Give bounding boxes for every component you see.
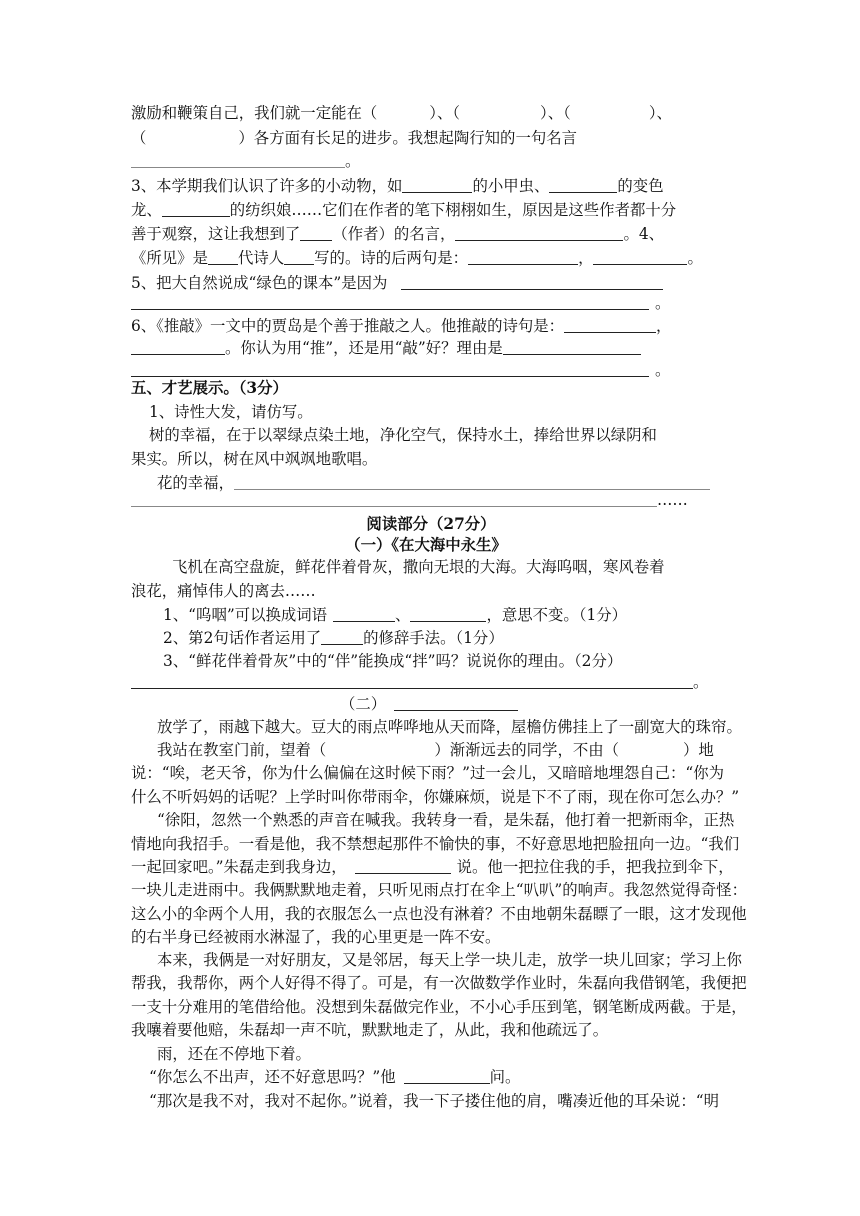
answer-blank[interactable] — [593, 250, 687, 265]
text: 的变色 — [617, 177, 664, 195]
q6-line-1 — [131, 316, 731, 336]
story-line — [149, 1067, 749, 1087]
text: 代诗人 — [237, 249, 285, 267]
q3-line-3 — [131, 224, 731, 244]
answer-blank[interactable] — [404, 1069, 490, 1084]
story-line: 什么不听妈妈的话呢？上学时叫你带雨伞，你嫌麻烦，说是下不了雨，现在你可怎么办？” — [131, 788, 740, 806]
text: ）、 — [648, 104, 672, 122]
answer-blank[interactable] — [131, 362, 649, 377]
answer-blank[interactable] — [321, 630, 363, 645]
q2-line-1 — [131, 103, 731, 123]
text: 的纺织娘……它们在作者的笔下栩栩如生，原因是这些作者都十分 — [229, 201, 677, 219]
text: 龙、 — [131, 201, 162, 219]
title-blank[interactable] — [394, 696, 518, 711]
text: 我站在教室门前，望着（ — [157, 741, 327, 759]
text: 花的幸福， — [157, 474, 234, 492]
answer-blank[interactable] — [468, 250, 578, 265]
q4-line — [131, 248, 731, 268]
q2-line-2 — [131, 128, 731, 148]
text: ）地 — [683, 741, 714, 759]
text: （作者）的名言， — [332, 225, 456, 243]
answer-blank[interactable] — [300, 226, 332, 241]
q3-line-1 — [131, 176, 731, 196]
story-line — [157, 740, 757, 760]
text: 激励和鞭策自己，我们就一定能在（ — [131, 104, 378, 122]
answer-blank[interactable] — [503, 340, 641, 355]
answer-blank[interactable] — [333, 607, 395, 622]
reading-subtitle-1: （一）《在大海中永生》 — [345, 536, 507, 554]
text: ）、（ — [429, 104, 461, 122]
reading-subtitle-2 — [340, 694, 860, 714]
answer-blank[interactable] — [549, 178, 617, 193]
answer-blank[interactable] — [131, 674, 693, 689]
text: 、 — [395, 606, 411, 624]
text: 。 — [345, 152, 361, 170]
story-line: 这么小的伞两个人用，我的衣服怎么一点也没有淋着？不由地朝朱磊瞟了一眼，这才发现他 — [131, 905, 747, 923]
text: ）、（ — [540, 104, 571, 122]
q2-line-3 — [131, 151, 731, 171]
text: 2、第2句话作者运用了 — [163, 629, 322, 647]
q5-line-1 — [131, 273, 731, 293]
s5-paragraph: 果实。所以，树在风中飒飒地歌唱。 — [131, 450, 378, 468]
text: 说。他一把拉住我的手，把我拉到伞下， — [456, 858, 734, 876]
text: 3、本学期我们认识了许多的小动物，如 — [131, 177, 403, 195]
answer-blank[interactable] — [131, 153, 345, 168]
q6-line-2 — [131, 338, 731, 358]
text: 。 — [693, 673, 709, 691]
story-line: 我嚷着要他赔，朱磊却一声不吭，默默地走了，从此，我和他疏远了。 — [131, 1021, 609, 1039]
text: （二） — [340, 695, 387, 713]
reading-q3: 3、“鲜花伴着骨灰”中的“伴”能换成“拌”吗？说说你的理由。（2分） — [163, 652, 623, 670]
text: 的修辞手法。（1分） — [363, 629, 504, 647]
answer-blank[interactable] — [284, 250, 314, 265]
reading-q2 — [163, 628, 763, 648]
answer-blank[interactable] — [162, 202, 230, 217]
answer-blank[interactable] — [355, 859, 451, 874]
q3-line-2 — [131, 200, 731, 220]
text: 。 — [655, 294, 671, 312]
q5-line-2 — [131, 293, 731, 313]
story-line: 本来，我俩是一对好朋友，又是邻居，每天上学一块儿走，放学一块儿回家；学习上你 — [157, 951, 742, 969]
reading-q1 — [163, 605, 763, 625]
story-line: 一块儿走进雨中。我俩默默地走着，只听见雨点打在伞上“叭叭”的响声。我忽然觉得奇怪： — [131, 881, 747, 899]
text: 的小甲虫、 — [472, 177, 550, 195]
story-line: 的右半身已经被雨水淋湿了，我的心里更是一阵不安。 — [131, 928, 501, 946]
answer-blank[interactable] — [131, 295, 649, 310]
answer-blank[interactable] — [234, 475, 710, 490]
story-line: 一支十分难用的笔借给他。没想到朱磊做完作业，不小心手压到笔，钢笔断成两截。于是， — [131, 998, 747, 1016]
story-line: 帮我，我帮你，两个人好得不得了。可是，有一次做数学作业时，朱磊向我借钢笔，我便把 — [131, 974, 747, 992]
text: ）渐渐远去的同学，不由（ — [434, 741, 620, 759]
text: ， — [578, 249, 594, 267]
answer-blank[interactable] — [401, 275, 663, 290]
story-line: 雨，还在不停地下着。 — [157, 1045, 311, 1063]
text: 善于观察，这让我想到了 — [131, 225, 301, 243]
reading-passage: 浪花，痛悼伟人的离去…… — [131, 582, 316, 600]
text: 《所见》是 — [131, 249, 208, 267]
text: 1、“呜咽”可以换成词语 — [163, 606, 328, 624]
text: ，意思不变。（1分） — [486, 606, 628, 624]
answer-blank[interactable] — [402, 178, 472, 193]
answer-blank[interactable] — [131, 340, 225, 355]
answer-blank[interactable] — [410, 607, 486, 622]
text: 。 — [655, 361, 671, 379]
story-line: 说：“唉，老天爷，你为什么偏偏在这时候下雨？”过一会儿，又暗暗地埋怨自己：“你为 — [131, 764, 725, 782]
story-line: “徐阳，忽然一个熟悉的声音在喊我。我转身一看，是朱磊，他打着一把新雨伞，正热 — [157, 811, 735, 829]
text: …… — [657, 491, 688, 509]
reading-q3-answer — [131, 672, 731, 692]
text: 5、把大自然说成“绿色的课本”是因为 — [131, 274, 388, 292]
reading-passage: 飞机在高空盘旋，鲜花伴着骨灰，撒向无垠的大海。大海呜咽，寒风卷着 — [172, 558, 665, 576]
text: 。你认为用“推”，还是用“敲”好？理由是 — [225, 339, 503, 357]
text: 。 — [687, 249, 703, 267]
answer-blank[interactable] — [455, 226, 623, 241]
story-line: 放学了，雨越下越大。豆大的雨点哗哗地从天而降，屋檐仿佛挂上了一副宽大的珠帘。 — [157, 718, 742, 736]
q6-line-3 — [131, 360, 731, 380]
s5-paragraph: 树的幸福，在于以翠绿点染土地，净化空气，保持水土，捧给世界以绿阴和 — [149, 426, 657, 444]
answer-blank[interactable] — [131, 492, 657, 507]
text: （ — [131, 129, 147, 147]
text: “你怎么不出声，还不好意思吗？”他 — [149, 1068, 396, 1086]
text: ， — [656, 317, 672, 335]
text: 问。 — [489, 1068, 521, 1086]
text: ）各方面有长足的进步。我想起陶行知的一句名言 — [238, 129, 578, 147]
s5-answer-line-2 — [131, 490, 731, 510]
answer-blank[interactable] — [208, 250, 238, 265]
text: 写的。诗的后两句是： — [314, 249, 469, 267]
story-line: “那次是我不对，我对不起你。”说着，我一下子搂住他的肩，嘴凑近他的耳朵说：“明 — [149, 1092, 719, 1110]
text: 。4、 — [623, 225, 665, 243]
story-line — [131, 857, 734, 877]
text: 一起回家吧。”朱磊走到我身边， — [131, 858, 347, 876]
s5-question-1: 1、诗性大发，请仿写。 — [149, 403, 313, 421]
reading-title: 阅读部分（27分） — [366, 515, 496, 533]
section-5-title: 五、才艺展示。（3分） — [131, 379, 288, 397]
story-line: 情地向我招手。一看是他，我不禁想起那件不愉快的事，不好意思地把脸扭向一边。“我们 — [131, 835, 740, 853]
text: 6、《推敲》一文中的贾岛是个善于推敲之人。他推敲的诗句是： — [131, 317, 565, 335]
answer-blank[interactable] — [564, 318, 656, 333]
